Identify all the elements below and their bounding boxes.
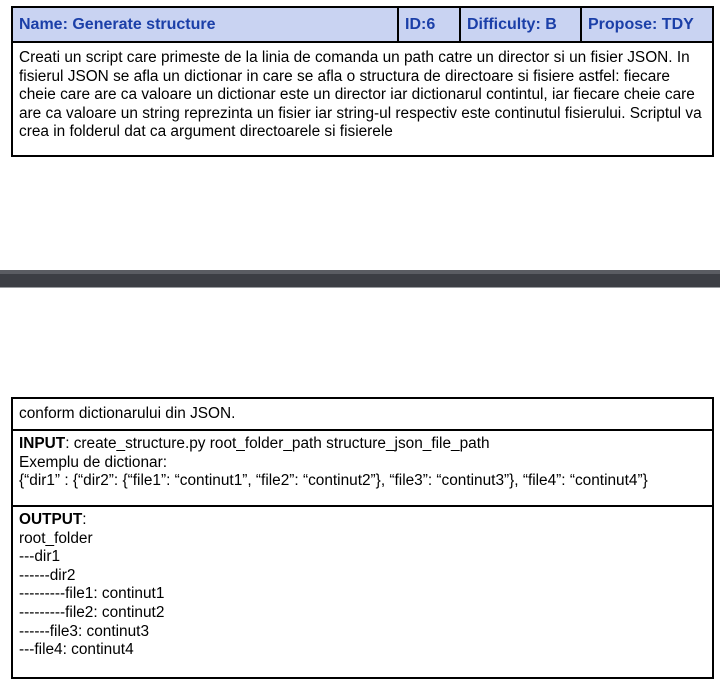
output-tree-line: ---file4: continut4 xyxy=(19,641,134,659)
continuation-table xyxy=(11,397,714,679)
output-tree-line: ------file3: continut3 xyxy=(19,622,150,640)
task-id: ID:6 xyxy=(399,8,461,41)
output-tree-line: ------dir2 xyxy=(19,566,76,584)
task-difficulty: Difficulty: B xyxy=(461,8,582,41)
page-one xyxy=(0,0,720,270)
output-section xyxy=(13,507,712,677)
task-name: Name: Generate structure xyxy=(13,8,399,41)
task-proposer: Propose: TDY xyxy=(588,15,694,33)
input-line xyxy=(19,435,706,454)
output-label: OUTPUT xyxy=(19,511,83,528)
output-line xyxy=(19,511,706,530)
input-section xyxy=(13,431,712,507)
example-label: Exemplu de dictionar: xyxy=(19,453,167,471)
task-description: Creati un script care primeste de la linia de comanda un path catre un director si un fisier JSON. In fisierul JSON se afla un dictionar in care se afla o structura de directoare si fisiere astfel: fiecare cheie care are ca valoare un dictionar este un director iar dictionarul contintul, iar fiecare cheie care are ca valoare un string reprezinta un fisier iar string-ul respectiv este continutul fisierului. Scriptul va crea in folderul dat ca argument directoarele si fisierele xyxy=(19,49,702,141)
example-dictionary: {“dir1” : {“dir2”: {“file1”: “continut1”, “file2”: “continut2”}, “file3”: “continut3”}, “file4”: “continut4”} xyxy=(19,472,648,490)
input-command: : create_structure.py root_folder_path structure_json_file_path xyxy=(65,435,490,452)
description-continuation: conform dictionarului din JSON. xyxy=(13,399,712,431)
input-label: INPUT xyxy=(19,435,66,452)
output-colon: : xyxy=(82,511,87,528)
task-table xyxy=(11,6,714,157)
output-tree-line: ---dir1 xyxy=(19,548,61,566)
output-tree-line: ---------file2: continut2 xyxy=(19,603,165,621)
task-header-row xyxy=(13,8,712,43)
output-tree-line: ---------file1: continut1 xyxy=(19,585,165,603)
page-separator-shade xyxy=(0,270,720,274)
output-tree-line: root_folder xyxy=(19,529,93,547)
page-separator xyxy=(0,270,720,288)
